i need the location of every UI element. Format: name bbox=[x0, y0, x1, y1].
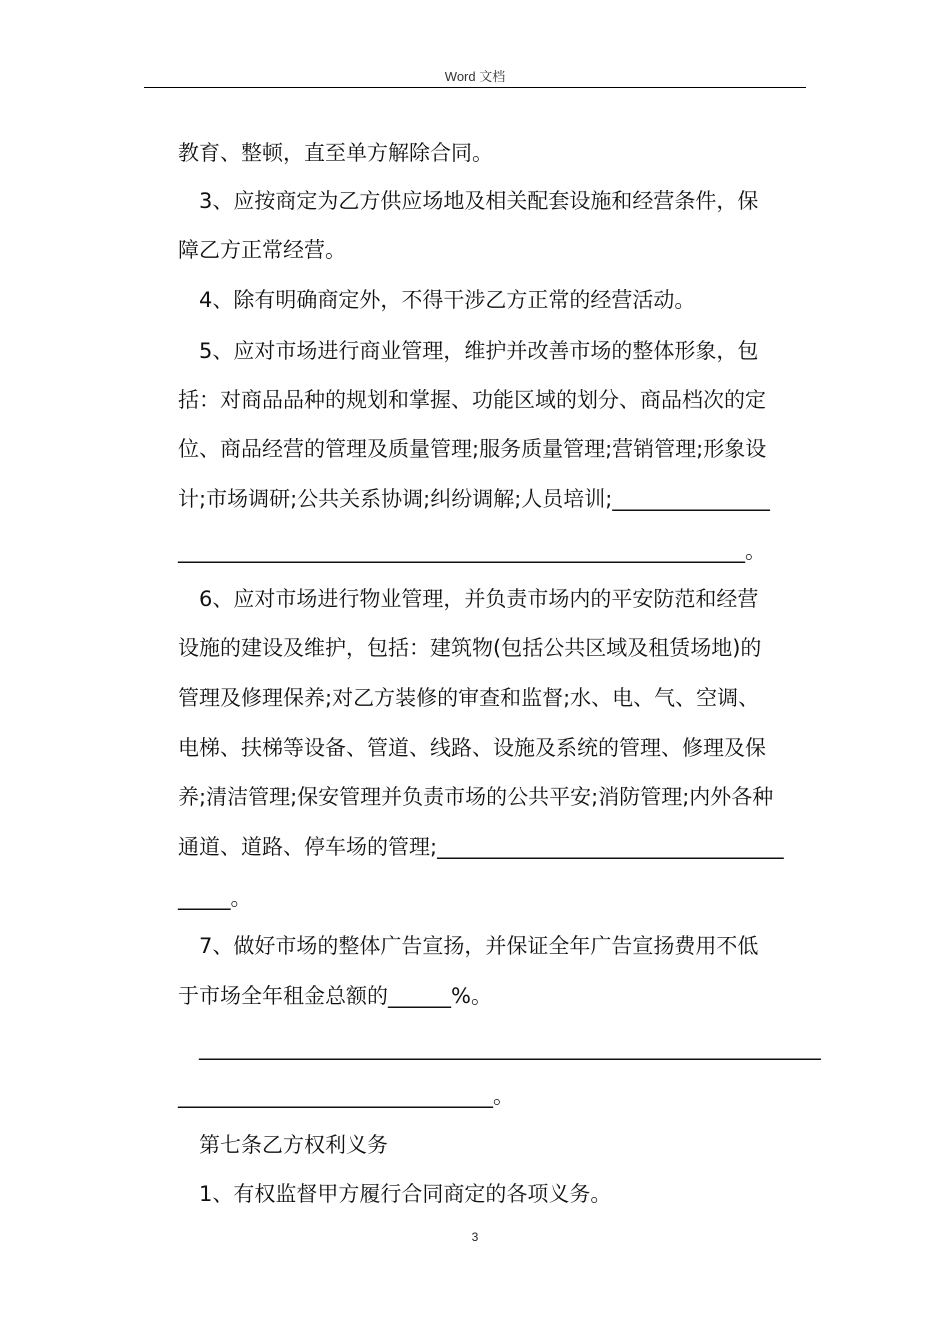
header-divider bbox=[144, 87, 806, 88]
body-line: 4、除有明确商定外，不得干涉乙方正常的经营活动。 bbox=[199, 288, 696, 312]
body-line: ______________________________________________________。 bbox=[178, 539, 766, 563]
body-line: 电梯、扶梯等设备、管道、线路、设施及系统的管理、修理及保 bbox=[178, 736, 766, 760]
body-line: 养;清洁管理;保安管理并负责市场的公共平安;消防管理;内外各种 bbox=[178, 785, 774, 809]
body-line: 6、应对市场进行物业管理，并负责市场内的平安防范和经营 bbox=[199, 587, 759, 611]
body-line: 教育、整顿，直至单方解除合同。 bbox=[178, 141, 493, 165]
body-line: _____。 bbox=[178, 886, 252, 910]
body-line: 障乙方正常经营。 bbox=[178, 238, 346, 262]
body-line: 5、应对市场进行商业管理，维护并改善市场的整体形象，包 bbox=[199, 339, 759, 363]
body-line: 设施的建设及维护，包括：建筑物(包括公共区域及租赁场地)的 bbox=[178, 636, 762, 660]
document-header-title: Word 文档 bbox=[444, 69, 506, 84]
body-line: 3、应按商定为乙方供应场地及相关配套设施和经营条件，保 bbox=[199, 189, 759, 213]
body-line: 7、做好市场的整体广告宣扬，并保证全年广告宣扬费用不低 bbox=[199, 934, 759, 958]
body-line: ______________________________。 bbox=[178, 1084, 514, 1108]
body-line: 于市场全年租金总额的______%。 bbox=[178, 984, 492, 1008]
body-line: 括：对商品品种的规划和掌握、功能区域的划分、商品档次的定 bbox=[178, 388, 766, 412]
body-line: 管理及修理保养;对乙方装修的审查和监督;水、电、气、空调、 bbox=[178, 686, 760, 710]
body-line: 位、商品经营的管理及质量管理;服务质量管理;营销管理;形象设 bbox=[178, 437, 767, 461]
body-line: 1、有权监督甲方履行合同商定的各项义务。 bbox=[199, 1182, 612, 1206]
body-line: 通道、道路、停车场的管理;_________________________________ bbox=[178, 835, 784, 859]
body-line: ______________________________________________________________ bbox=[199, 1036, 821, 1060]
page-number: 3 bbox=[471, 1230, 479, 1244]
body-line: 计;市场调研;公共关系协调;纠纷调解;人员培训;_______________ bbox=[178, 487, 770, 511]
section-heading: 第七条乙方权利义务 bbox=[199, 1133, 388, 1157]
